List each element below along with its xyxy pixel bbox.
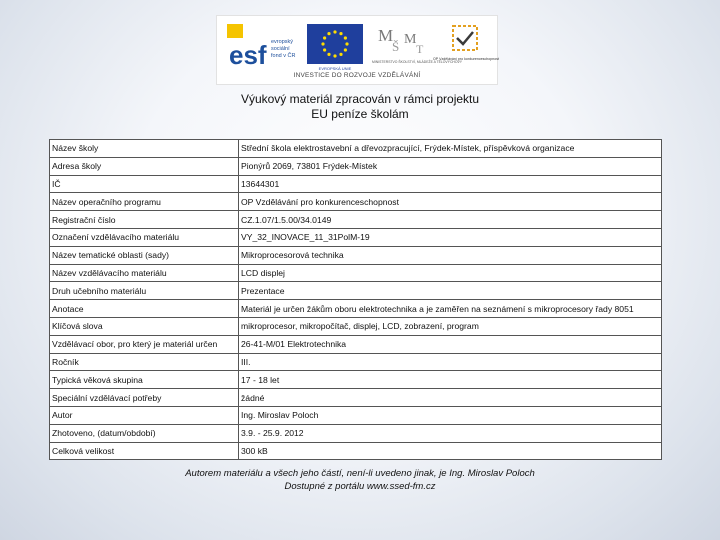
row-value: 13644301 [239,175,662,193]
svg-text:M: M [378,26,394,45]
eu-star-icon [339,53,342,56]
row-label: Adresa školy [50,157,239,175]
msmt-logo [372,21,462,69]
table-row [50,300,662,318]
row-value: 17 - 18 let [239,371,662,389]
eu-star-icon [327,53,330,56]
row-value: mikroprocesor, mikropočítač, displej, LCD, zobrazení, program [239,317,662,335]
invest-tagline: INVESTICE DO ROZVOJE VZDĚLÁVÁNÍ [293,72,421,79]
footer-author: Autorem materiálu a všech jeho částí, není-li uvedeno jinak, je Ing. Miroslav Poloch [185,468,535,479]
eu-star-icon [333,54,336,57]
row-value: LCD displej [239,264,662,282]
op-logo [432,22,500,72]
svg-text:Š: Š [392,39,400,54]
row-label: Vzdělávací obor, pro který je materiál určen [50,335,239,353]
row-label: Název školy [50,140,239,158]
table-row [50,264,662,282]
row-label: Autor [50,406,239,424]
row-value: žádné [239,389,662,407]
esf-text-1: evropský [271,39,294,45]
heading-line-2: EU peníze školám [311,107,409,121]
eu-label: EVROPSKÁ UNIE [318,66,352,71]
eu-star-icon [344,36,347,39]
row-label: Typická věková skupina [50,371,239,389]
row-value: 26-41-M/01 Elektrotechnika [239,335,662,353]
eu-star-icon [345,42,348,45]
eu-star-icon [333,30,336,33]
row-label: Klíčová slova [50,317,239,335]
row-value: Materiál je určen žákům oboru elektrotechnika a je zaměřen na seznámení s mikroprocesory řady 8051 [239,300,662,318]
eu-flag-icon [307,24,363,64]
table-row [50,282,662,300]
row-label: Registrační číslo [50,211,239,229]
table-row [50,389,662,407]
footer-portal: Dostupné z portálu www.ssed-fm.cz [284,481,436,492]
table-row [50,211,662,229]
eu-star-icon [323,36,326,39]
eu-star-icon [323,48,326,51]
row-value: VY_32_INOVACE_11_31PolM-19 [239,228,662,246]
row-label: Označení vzdělávacího materiálu [50,228,239,246]
esf-text-2: sociální [271,46,290,52]
heading-line-1: Výukový materiál zpracován v rámci projektu [240,92,480,106]
project-info-table [49,139,662,460]
table-row [50,424,662,442]
row-value: Prezentace [239,282,662,300]
table-row [50,442,662,460]
row-value: OP Vzdělávání pro konkurenceschopnost [239,193,662,211]
row-value: Střední škola elektrostavební a dřevozpracující, Frýdek-Místek, příspěvková organizace [239,140,662,158]
row-label: Speciální vzdělávací potřeby [50,389,239,407]
row-label: Název vzdělávacího materiálu [50,264,239,282]
table-row [50,246,662,264]
row-label: Zhotoveno, (datum/období) [50,424,239,442]
row-label: Název operačního programu [50,193,239,211]
row-value: Ing. Miroslav Poloch [239,406,662,424]
footer-note [140,467,580,493]
table-row [50,175,662,193]
svg-text:M: M [404,32,417,47]
row-value: III. [239,353,662,371]
row-label: Název tematické oblasti (sady) [50,246,239,264]
row-value: Mikroprocesorová technika [239,246,662,264]
table-row [50,193,662,211]
row-label: IČ [50,175,239,193]
eu-star-icon [339,32,342,35]
eu-star-icon [344,48,347,51]
row-value: CZ.1.07/1.5.00/34.0149 [239,211,662,229]
row-label: Druh učebního materiálu [50,282,239,300]
esf-logo [227,24,297,70]
logo-strip [216,15,498,85]
table-row [50,335,662,353]
table-row [50,371,662,389]
esf-big-text: esf [229,40,267,70]
msmt-text: MINISTERSTVO ŠKOLSTVÍ, MLÁDEŽE A TĚLOVÝCHOVY [372,60,462,64]
row-value: 3.9. - 25.9. 2012 [239,424,662,442]
table-row [50,406,662,424]
row-label: Anotace [50,300,239,318]
row-value: Pionýrů 2069, 73801 Frýdek-Místek [239,157,662,175]
page-heading [140,92,580,122]
table-row [50,140,662,158]
table-row [50,353,662,371]
svg-text:T: T [416,42,424,56]
esf-text-3: fond v ČR [271,53,296,59]
table-row [50,317,662,335]
eu-star-icon [321,42,324,45]
row-label: Ročník [50,353,239,371]
table-row [50,157,662,175]
row-label: Celková velikost [50,442,239,460]
row-value: 300 kB [239,442,662,460]
eu-star-icon [327,32,330,35]
table-row [50,228,662,246]
op-text: OP Vzdělávání pro konkurenceschopnost [432,57,500,61]
